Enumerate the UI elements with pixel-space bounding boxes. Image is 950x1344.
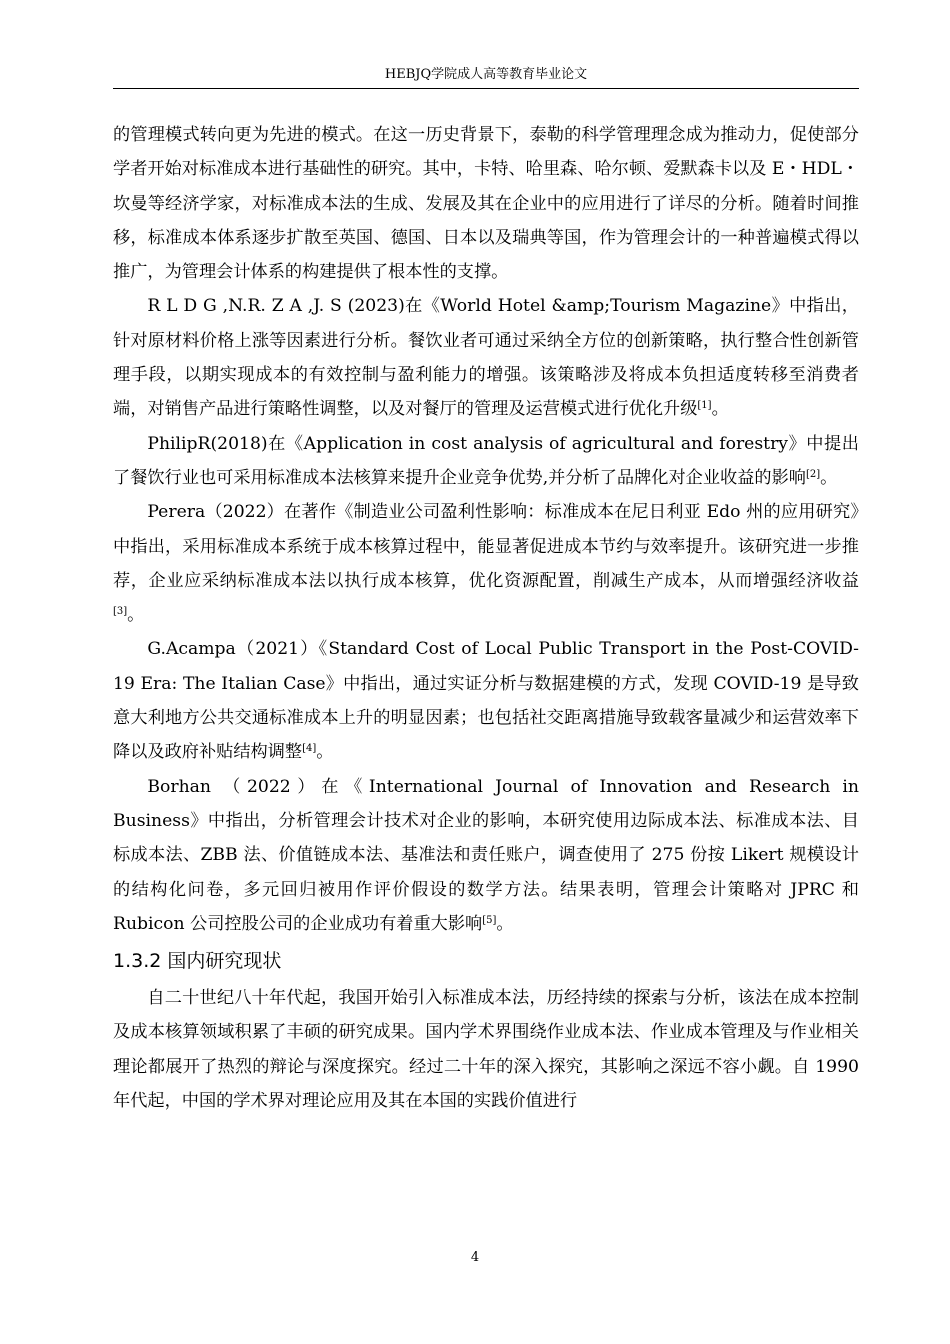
paragraph: Perera（2022）在著作《制造业公司盈利性影响：标准成本在尼日利亚 Edo 州的应用研究》中指出，采用标准成本系统于成本核算过程中，能显著促进成本节约与效率提升。该研究进一步推荐，企业应采纳标准成本法以执行成本核算，优化资源配置，削减生产成本，从而增强经济收益[3]。	[113, 502, 859, 626]
paragraph: 的管理模式转向更为先进的模式。在这一历史背景下，泰勒的科学管理理念成为推动力，促使部分学者开始对标准成本进行基础性的研究。其中，卡特、哈里森、哈尔顿、爱默森卡以及 E・HDL・坎曼等经济学家，对标准成本法的生成、发展及其在企业中的应用进行了详尽的分析。随着时间推移，标准成本体系逐步扩散至英国、德国、日本以及瑞典等国，作为管理会计的一种普遍模式得以推广，为管理会计体系的构建提供了根本性的支撑。	[113, 125, 859, 283]
page-body	[113, 118, 859, 1118]
citation: [4]	[302, 743, 317, 755]
paragraph: 自二十世纪八十年代起，我国开始引入标准成本法，历经持续的探索与分析，该法在成本控制及成本核算领域积累了丰硕的研究成果。国内学术界围绕作业成本法、作业成本管理及与作业相关理论都展开了热烈的辩论与深度探究。经过二十年的深入探究，其影响之深远不容小觑。自 1990 年代起，中国的学术界对理论应用及其在本国的实践价值进行	[113, 988, 859, 1112]
section-heading: 1.3.2 国内研究现状	[113, 950, 282, 973]
page-number: 4	[470, 1250, 480, 1265]
citation: [2]	[805, 468, 821, 480]
paragraph: PhilipR(2018)在《Application in cost analysis of agricultural and forestry》中提出了餐饮行业也可采用标准成本法核算来提升企业竞争优势,并分析了品牌化对企业收益的影响[2]。	[113, 433, 859, 488]
header-title: HEBJQ学院成人高等教育毕业论文	[384, 67, 588, 82]
running-header	[113, 66, 859, 89]
paragraph: G.Acampa（2021）《Standard Cost of Local Public Transport in the Post-COVID-19 Era: The Italian Case》中指出，通过实证分析与数据建模的方式，发现 COVID-19 是导致意大利地方公共交通标准成本上升的明显因素；也包括社交距离措施导致载客量减少和运营效率下降以及政府补贴结构调整[4]。	[113, 639, 859, 763]
paragraph: Borhan （2022）在《International Journal of Innovation and Research in Business》中指出，分析管理会计技术对企业的影响，本研究使用边际成本法、标准成本法、目标成本法、ZBB 法、价值链成本法、基准法和责任账户，调查使用了 275 份按 Likert 规模设计的结构化问卷，多元回归被用作评价假设的数学方法。结果表明，管理会计策略对 JPRC 和 Rubicon 公司控股公司的企业成功有着重大影响[5]。	[113, 776, 859, 934]
citation: [1]	[697, 400, 712, 412]
citation: [3]	[113, 606, 128, 618]
citation: [5]	[482, 914, 497, 926]
paragraph: R L D G ,N.R. Z A ,J. S (2023)在《World Hotel &amp;Tourism Magazine》中指出，针对原材料价格上涨等因素进行分析。餐饮业者可通过采纳全方位的创新策略，执行整合性创新管理手段，以期实现成本的有效控制与盈利能力的增强。该策略涉及将成本负担适度转移至消费者端，对销售产品进行策略性调整，以及对餐厅的管理及运营模式进行优化升级[1]。	[113, 296, 859, 420]
